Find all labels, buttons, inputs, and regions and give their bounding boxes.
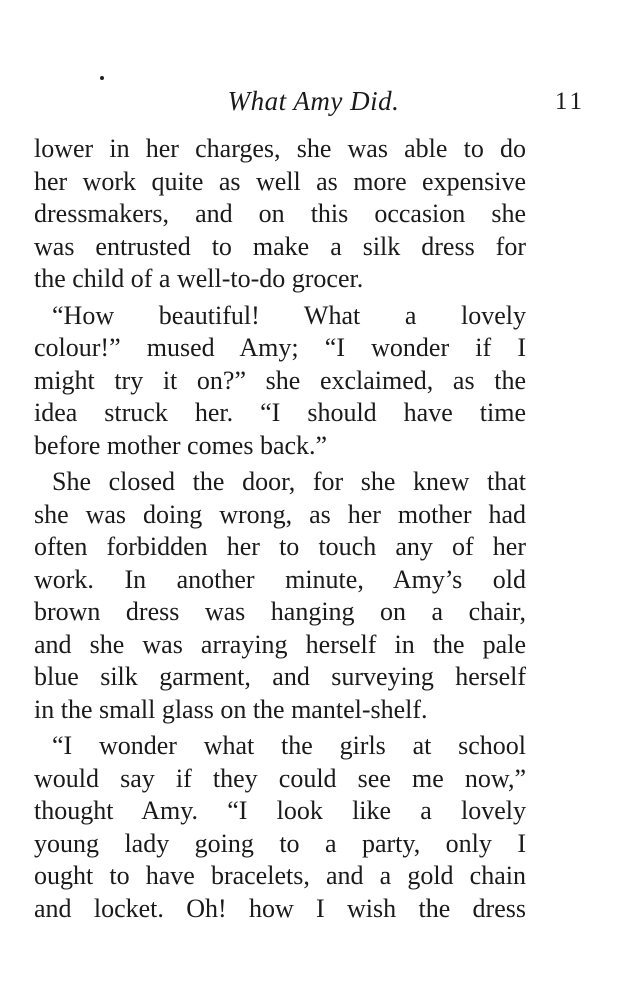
text-line: thought Amy. “I look like a lovely — [34, 796, 526, 825]
page-header — [36, 86, 591, 126]
paragraph-3 — [34, 466, 526, 726]
text-line: in the small glass on the mantel-shelf. — [34, 694, 428, 724]
text-line: before mother comes back.” — [34, 430, 328, 460]
text-line: she was doing wrong, as her mother had — [34, 499, 526, 529]
paragraph-2 — [34, 300, 526, 463]
text-line: She closed the door, for she knew that — [52, 467, 526, 496]
text-line: the child of a well-to-do grocer. — [34, 264, 364, 293]
text-line: young lady going to a party, only I — [34, 828, 526, 858]
text-line: work. In another minute, Amy’s old — [34, 564, 526, 594]
text-line: “How beautiful! What a lovely — [52, 300, 526, 330]
text-line: her work quite as well as more expensive — [34, 166, 526, 196]
text-line: ought to have bracelets, and a gold chain — [34, 861, 526, 890]
text-line: lower in her charges, she was able to do — [34, 134, 526, 163]
text-line: brown dress was hanging on a chair, — [34, 597, 526, 626]
body-text — [34, 133, 526, 925]
running-title: What Amy Did. — [227, 86, 400, 116]
print-speck — [100, 76, 104, 80]
text-line: blue silk garment, and surveying herself — [34, 662, 526, 691]
text-line: was entrusted to make a silk dress for — [34, 231, 526, 261]
paragraph-4 — [34, 730, 526, 925]
text-line: dressmakers, and on this occasion she — [34, 199, 526, 228]
text-line: “I wonder what the girls at school — [52, 731, 526, 760]
text-line: and she was arraying herself in the pale — [34, 629, 526, 659]
text-line: often forbidden her to touch any of her — [34, 532, 526, 561]
text-line: colour!” mused Amy; “I wonder if I — [34, 333, 526, 362]
text-line: might try it on?” she exclaimed, as the — [34, 365, 526, 395]
text-line: and locket. Oh! how I wish the dress — [34, 893, 526, 923]
page-number: 11 — [554, 88, 585, 115]
text-line: idea struck her. “I should have time — [34, 398, 526, 427]
paragraph-1 — [34, 133, 526, 296]
text-line: would say if they could see me now,” — [34, 763, 526, 793]
